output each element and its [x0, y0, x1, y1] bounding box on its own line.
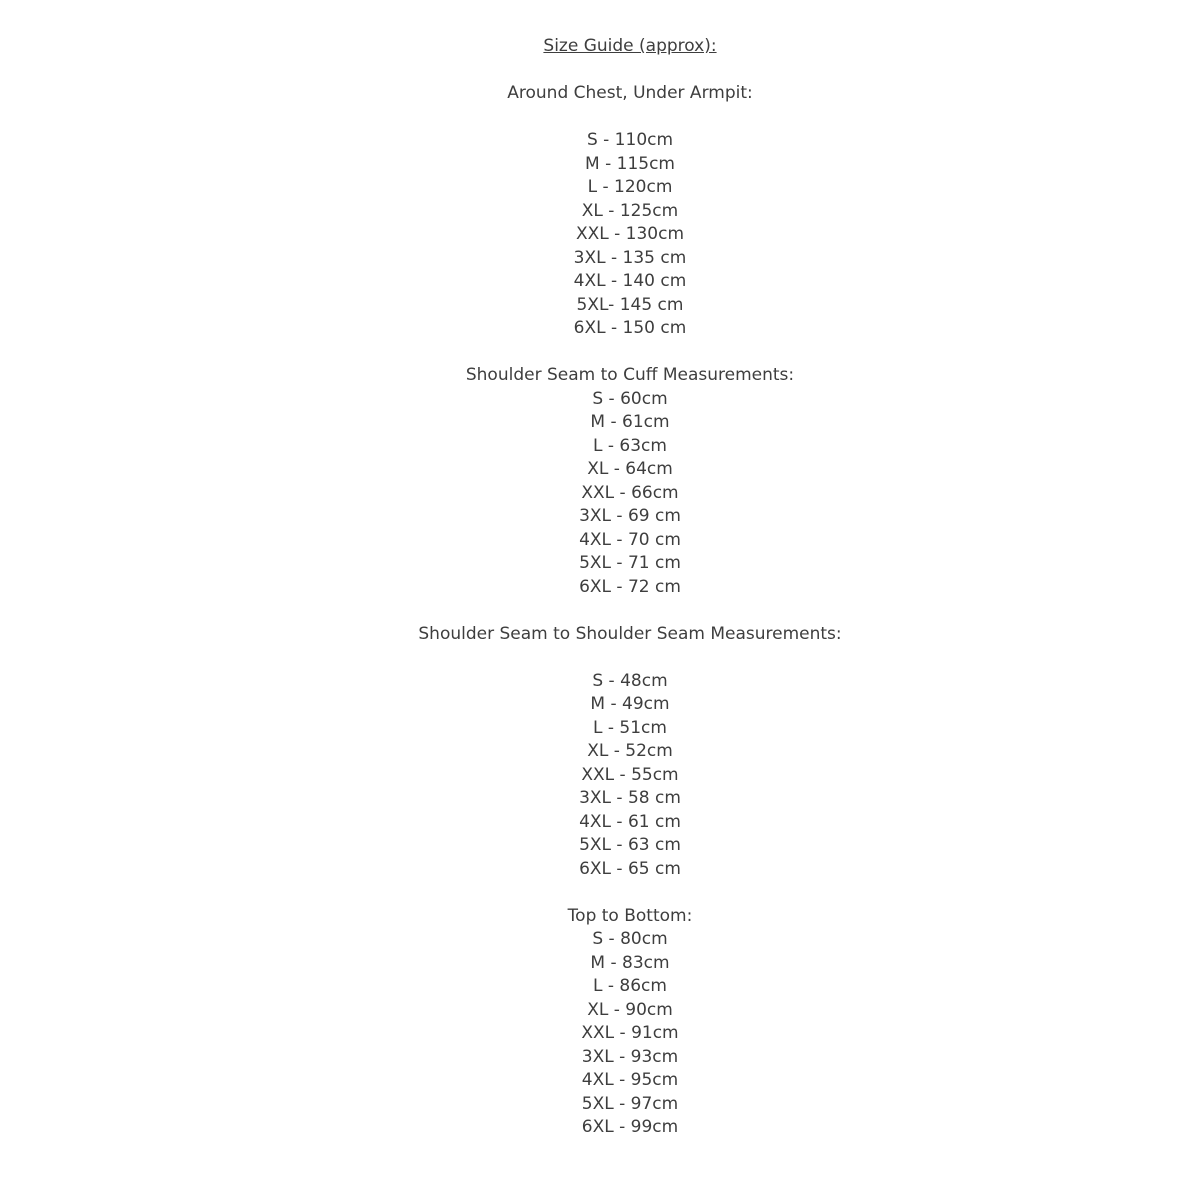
spacer [60, 646, 1200, 670]
size-line: XL - 90cm [587, 999, 673, 1020]
size-line: 4XL - 70 cm [579, 529, 681, 550]
size-line: L - 86cm [593, 976, 667, 996]
size-line: XXL - 66cm [581, 482, 679, 503]
size-line: 3XL - 69 cm [579, 506, 681, 526]
size-line: XXL - 130cm [575, 224, 685, 244]
spacer [60, 881, 1200, 905]
size-line: 4XL - 61 cm [579, 811, 681, 832]
size-line: L - 120cm [587, 177, 673, 197]
spacer [60, 59, 1200, 83]
size-line: L - 51cm [593, 717, 667, 738]
size-line: XXL - 55cm [581, 764, 679, 785]
size-line: XL - 52cm [587, 741, 673, 761]
size-line: 6XL - 72 cm [579, 576, 681, 597]
size-line: S - 110cm [586, 130, 674, 150]
size-line: XL - 125cm [581, 200, 679, 221]
size-line: M - 61cm [590, 412, 670, 432]
spacer [60, 341, 1200, 365]
size-line: S - 48cm [592, 670, 668, 691]
size-line: S - 60cm [592, 388, 668, 409]
size-line: 5XL - 97cm [581, 1093, 679, 1114]
size-line: 3XL - 135 cm [573, 247, 687, 268]
size-line: 4XL - 140 cm [573, 271, 687, 291]
size-line: S - 80cm [592, 929, 668, 949]
size-line: 3XL - 58 cm [579, 788, 681, 808]
size-line: 6XL - 65 cm [579, 858, 681, 879]
size-line: M - 49cm [590, 694, 670, 714]
size-line: L - 63cm [593, 435, 667, 456]
section-heading-cuff: Shoulder Seam to Cuff Measurements: [465, 365, 795, 385]
size-line: 3XL - 93cm [581, 1046, 679, 1067]
size-line: 5XL - 63 cm [579, 835, 681, 855]
size-line: 5XL- 145 cm [576, 294, 684, 315]
size-line: XL - 64cm [587, 459, 673, 479]
section-heading-shoulder: Shoulder Seam to Shoulder Seam Measurements: [418, 623, 842, 644]
section-heading-length: Top to Bottom: [567, 905, 693, 926]
spacer [60, 106, 1200, 130]
size-line: 6XL - 99cm [581, 1117, 679, 1137]
size-line: M - 115cm [585, 153, 675, 174]
page-title: Size Guide (approx): [543, 36, 717, 56]
size-line: XXL - 91cm [581, 1023, 679, 1043]
size-line: M - 83cm [590, 952, 670, 973]
spacer [60, 599, 1200, 623]
section-heading-chest: Around Chest, Under Armpit: [507, 83, 753, 103]
size-line: 5XL - 71 cm [579, 553, 681, 573]
size-line: 4XL - 95cm [581, 1070, 679, 1090]
size-line: 6XL - 150 cm [573, 318, 687, 338]
